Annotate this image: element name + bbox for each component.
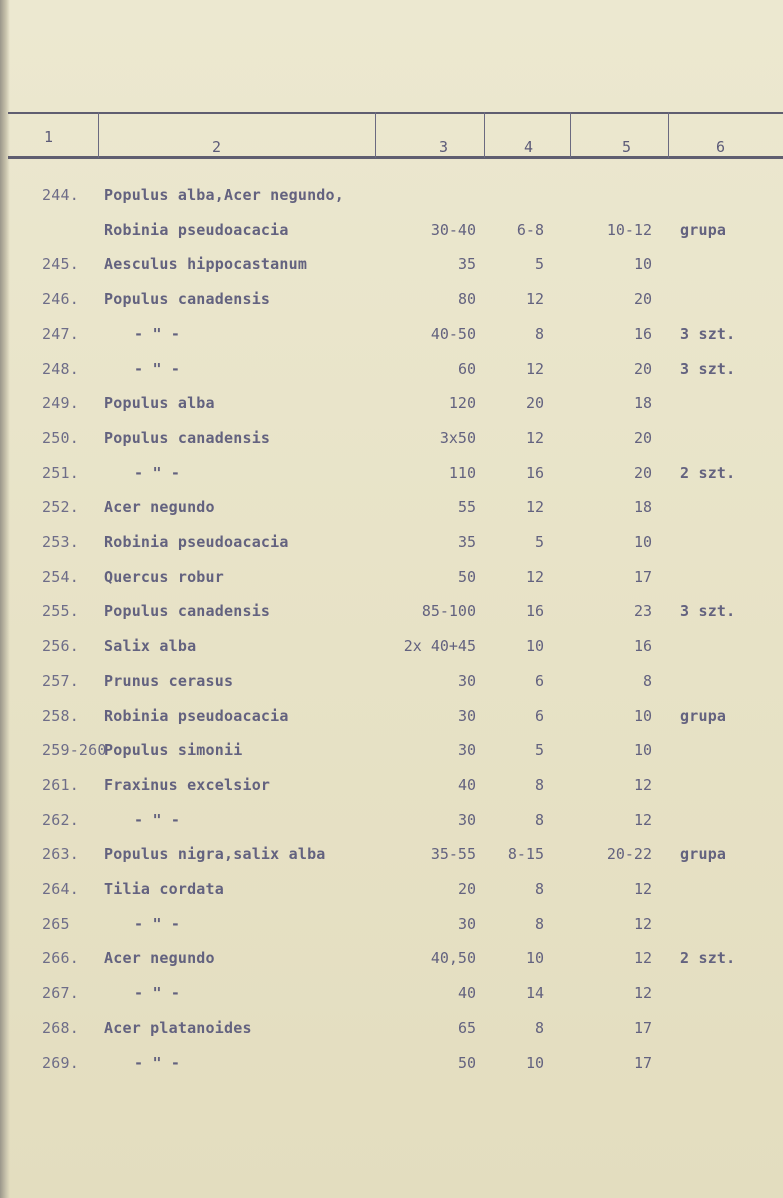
species-name: Acer platanoides: [104, 1019, 252, 1037]
value-col-5: 20: [633, 360, 652, 378]
species-name: Fraxinus excelsior: [104, 776, 271, 794]
value-col-4: 8: [534, 880, 544, 898]
note-col-6: 3 szt.: [680, 360, 736, 378]
value-col-5: 12: [633, 984, 652, 1002]
row-number: 255.: [42, 602, 79, 620]
note-col-6: grupa: [680, 707, 727, 725]
note-col-6: grupa: [680, 221, 727, 239]
row-number: 248.: [42, 360, 79, 378]
value-col-5: 17: [633, 568, 652, 586]
column-header-5: 5: [622, 138, 632, 156]
row-number: 252.: [42, 498, 79, 516]
row-number: 253.: [42, 533, 79, 551]
value-col-5: 18: [633, 394, 652, 412]
value-col-4: 8: [534, 915, 544, 933]
value-col-5: 20: [633, 464, 652, 482]
value-col-3: 35: [457, 255, 476, 273]
value-col-4: 14: [525, 984, 544, 1002]
value-col-5: 10: [633, 255, 652, 273]
row-number: 264.: [42, 880, 79, 898]
table-header-bottom-rule: [8, 156, 783, 159]
row-number: 259-260: [42, 741, 107, 759]
species-name: - " -: [134, 360, 181, 378]
value-col-5: 10: [633, 707, 652, 725]
note-col-6: 2 szt.: [680, 464, 736, 482]
value-col-3: 20: [457, 880, 476, 898]
row-number: 261.: [42, 776, 79, 794]
value-col-3: 30: [457, 707, 476, 725]
value-col-4: 5: [534, 255, 544, 273]
value-col-3: 85-100: [421, 602, 476, 620]
value-col-4: 10: [525, 637, 544, 655]
row-number: 246.: [42, 290, 79, 308]
species-name: Robinia pseudoacacia: [104, 533, 289, 551]
value-col-4: 12: [525, 360, 544, 378]
value-col-5: 16: [633, 325, 652, 343]
value-col-3: 50: [457, 1054, 476, 1072]
value-col-4: 16: [525, 602, 544, 620]
row-number: 263.: [42, 845, 79, 863]
value-col-5: 17: [633, 1054, 652, 1072]
value-col-3: 40: [457, 984, 476, 1002]
note-col-6: 2 szt.: [680, 949, 736, 967]
value-col-3: 30: [457, 741, 476, 759]
value-col-5: 20: [633, 429, 652, 447]
value-col-5: 12: [633, 915, 652, 933]
value-col-4: 6: [534, 707, 544, 725]
species-name: Acer negundo: [104, 498, 215, 516]
value-col-5: 16: [633, 637, 652, 655]
value-col-3: 30-40: [430, 221, 476, 239]
value-col-5: 17: [633, 1019, 652, 1037]
value-col-4: 8: [534, 325, 544, 343]
value-col-4: 8: [534, 811, 544, 829]
value-col-3: 65: [457, 1019, 476, 1037]
species-name: Tilia cordata: [104, 880, 224, 898]
row-number: 269.: [42, 1054, 79, 1072]
row-number: 244.: [42, 186, 79, 204]
value-col-3: 40: [457, 776, 476, 794]
column-divider: [375, 112, 376, 158]
row-number: 265: [42, 915, 70, 933]
note-col-6: 3 szt.: [680, 602, 736, 620]
value-col-4: 12: [525, 498, 544, 516]
value-col-5: 23: [633, 602, 652, 620]
value-col-4: 12: [525, 290, 544, 308]
row-number: 249.: [42, 394, 79, 412]
row-number: 254.: [42, 568, 79, 586]
species-name: Populus simonii: [104, 741, 243, 759]
value-col-5: 12: [633, 811, 652, 829]
species-name: Populus alba,Acer negundo,: [104, 186, 344, 204]
species-name: Quercus robur: [104, 568, 224, 586]
value-col-4: 12: [525, 429, 544, 447]
value-col-4: 8: [534, 776, 544, 794]
value-col-5: 12: [633, 880, 652, 898]
species-name: Robinia pseudoacacia: [104, 221, 289, 239]
species-name: Populus canadensis: [104, 290, 271, 308]
species-name: - " -: [134, 811, 181, 829]
table-header-top-rule: [8, 112, 783, 114]
value-col-3: 30: [457, 672, 476, 690]
species-name: Acer negundo: [104, 949, 215, 967]
species-name: Aesculus hippocastanum: [104, 255, 308, 273]
species-name: Populus nigra,salix alba: [104, 845, 326, 863]
value-col-4: 6-8: [516, 221, 544, 239]
value-col-3: 3x50: [439, 429, 476, 447]
species-name: - " -: [134, 325, 181, 343]
value-col-3: 35-55: [430, 845, 476, 863]
column-divider: [98, 112, 99, 158]
value-col-5: 18: [633, 498, 652, 516]
value-col-5: 12: [633, 776, 652, 794]
value-col-5: 10: [633, 533, 652, 551]
column-divider: [668, 112, 669, 158]
value-col-4: 20: [525, 394, 544, 412]
species-name: - " -: [134, 1054, 181, 1072]
value-col-4: 16: [525, 464, 544, 482]
value-col-5: 10-12: [606, 221, 652, 239]
column-header-6: 6: [716, 138, 726, 156]
value-col-4: 8-15: [507, 845, 544, 863]
species-name: Prunus cerasus: [104, 672, 234, 690]
value-col-4: 10: [525, 949, 544, 967]
value-col-5: 12: [633, 949, 652, 967]
value-col-3: 120: [448, 394, 476, 412]
value-col-4: 6: [534, 672, 544, 690]
row-number: 251.: [42, 464, 79, 482]
value-col-5: 10: [633, 741, 652, 759]
value-col-4: 12: [525, 568, 544, 586]
value-col-5: 20: [633, 290, 652, 308]
value-col-5: 20-22: [606, 845, 652, 863]
species-name: - " -: [134, 984, 181, 1002]
species-name: Robinia pseudoacacia: [104, 707, 289, 725]
value-col-3: 35: [457, 533, 476, 551]
value-col-4: 8: [534, 1019, 544, 1037]
row-number: 247.: [42, 325, 79, 343]
species-name: Populus canadensis: [104, 429, 271, 447]
value-col-3: 2x 40+45: [403, 637, 476, 655]
row-number: 258.: [42, 707, 79, 725]
value-col-3: 60: [457, 360, 476, 378]
note-col-6: grupa: [680, 845, 727, 863]
species-name: Populus canadensis: [104, 602, 271, 620]
species-name: Populus alba: [104, 394, 215, 412]
page-binding-edge: [0, 0, 10, 1198]
species-name: Salix alba: [104, 637, 197, 655]
value-col-3: 30: [457, 915, 476, 933]
column-divider: [570, 112, 571, 158]
value-col-4: 5: [534, 741, 544, 759]
column-header-1: 1: [44, 128, 54, 146]
value-col-3: 40,50: [430, 949, 476, 967]
value-col-3: 55: [457, 498, 476, 516]
species-name: - " -: [134, 464, 181, 482]
column-header-2: 2: [212, 138, 222, 156]
value-col-3: 80: [457, 290, 476, 308]
row-number: 262.: [42, 811, 79, 829]
value-col-4: 5: [534, 533, 544, 551]
value-col-3: 50: [457, 568, 476, 586]
value-col-4: 10: [525, 1054, 544, 1072]
row-number: 250.: [42, 429, 79, 447]
value-col-5: 8: [642, 672, 652, 690]
row-number: 266.: [42, 949, 79, 967]
column-divider: [484, 112, 485, 158]
column-header-3: 3: [439, 138, 449, 156]
row-number: 257.: [42, 672, 79, 690]
value-col-3: 40-50: [430, 325, 476, 343]
column-header-4: 4: [524, 138, 534, 156]
species-name: - " -: [134, 915, 181, 933]
row-number: 256.: [42, 637, 79, 655]
value-col-3: 110: [448, 464, 476, 482]
row-number: 267.: [42, 984, 79, 1002]
row-number: 245.: [42, 255, 79, 273]
note-col-6: 3 szt.: [680, 325, 736, 343]
value-col-3: 30: [457, 811, 476, 829]
row-number: 268.: [42, 1019, 79, 1037]
